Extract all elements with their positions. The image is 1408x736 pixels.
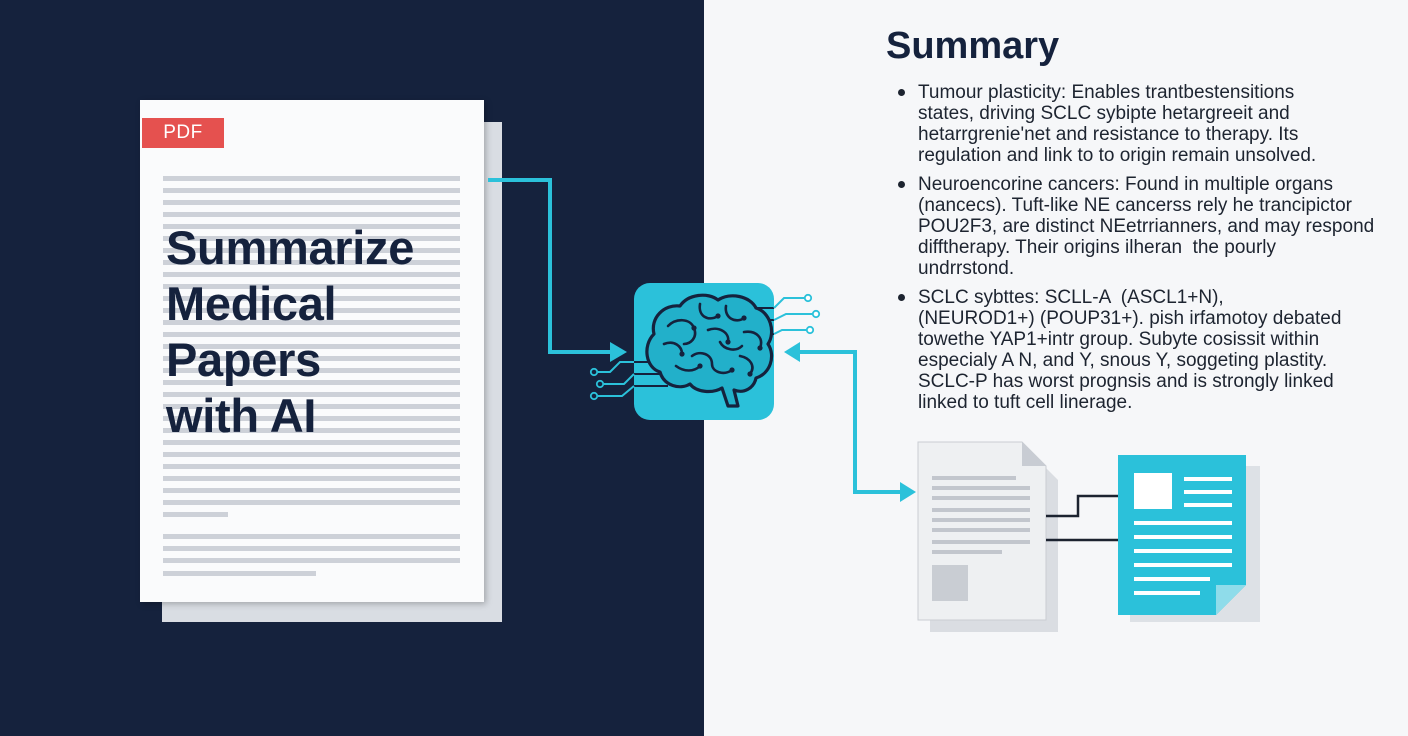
doc-text-line: [932, 508, 1030, 512]
input-arrowhead-icon: [610, 342, 627, 362]
bullet-line: Neuroencorine cancers: Found in multiple organs: [918, 174, 1334, 195]
doc-text-line: [932, 476, 1016, 480]
bullet-line: states, driving SCLC sybipte hetargreeit and: [918, 103, 1290, 124]
brain-node: [747, 371, 752, 376]
list-item: [898, 82, 1374, 166]
doc-text-line: [932, 496, 1030, 500]
doc-text-line: [1134, 577, 1210, 581]
brain-node: [715, 313, 720, 318]
doc-text-line: [932, 540, 1030, 544]
bullet-line: linked to tuft cell linerage.: [918, 392, 1133, 413]
bullet-dot-icon: [898, 181, 905, 188]
bullet-line: (nancecs). Tuft-like NE cancerss rely he trancipictor: [918, 195, 1352, 216]
output-arrow-line: [798, 352, 902, 492]
bullet-dot-icon: [898, 294, 905, 301]
doc-text-line: [1134, 535, 1232, 539]
circuit-node: [591, 369, 597, 375]
doc-text-line: [932, 550, 1002, 554]
summary-bullets: [898, 82, 1374, 421]
bullet-line: hetarrgrenie'net and resistance to therapy. Its: [918, 124, 1299, 145]
circuit-node: [805, 295, 811, 301]
circuit-trace: [774, 298, 804, 308]
circuit-node: [807, 327, 813, 333]
doc-text-line: [1134, 563, 1232, 567]
doc-text-line: [1134, 521, 1232, 525]
doc-text-line: [932, 528, 1030, 532]
title-line: Medical: [166, 277, 337, 330]
brain-node: [757, 345, 762, 350]
document-icon: [918, 442, 1058, 632]
pdf-badge: PDF: [142, 118, 224, 148]
summary-document-icon: [1118, 455, 1260, 622]
circuit-trace: [774, 330, 806, 334]
circuit-trace: [604, 374, 634, 384]
bullet-line: especialy A N, and Y, snous Y, soggeting plastity.: [918, 350, 1328, 371]
bullet-line: POU2F3, are distinct NEetrrianners, and may respond: [918, 216, 1375, 237]
bullet-line: regulation and link to to origin remain unsolved.: [918, 145, 1317, 166]
bullet-line: towethe YAP1+intr group. Subyte cosissit within: [918, 329, 1320, 350]
list-item: [898, 174, 1374, 279]
input-arrow-line: [488, 180, 612, 352]
title-line: with AI: [166, 389, 317, 442]
doc-text-line: [932, 486, 1030, 490]
bullet-dot-icon: [898, 89, 905, 96]
output-arrowhead-icon: [900, 482, 916, 502]
doc-text-line: [1184, 490, 1232, 494]
circuit-trace: [598, 386, 634, 396]
doc-text-line: [1184, 477, 1232, 481]
brain-node: [729, 367, 734, 372]
summary-document-image: [1134, 473, 1172, 509]
doc-text-line: [1134, 591, 1200, 595]
circuit-node: [591, 393, 597, 399]
bullet-line: SCLC sybttes: SCLL-A (ASCL1+N),: [918, 287, 1224, 308]
document-image-placeholder: [932, 565, 968, 601]
bullet-line: (NEUROD1+) (POUP31+). pish irfamotoy debated: [918, 308, 1342, 329]
brain-node: [697, 363, 702, 368]
title-line: Summarize: [166, 221, 415, 274]
doc-text-line: [1134, 549, 1232, 553]
brain-node: [691, 325, 696, 330]
circuit-trace: [774, 314, 812, 320]
circuit-trace: [598, 362, 634, 372]
list-item: [898, 287, 1374, 413]
brain-node: [725, 339, 730, 344]
circuit-node: [597, 381, 603, 387]
doc-text-line: [1184, 503, 1232, 507]
bullet-line: difftherapy. Their origins ilheran the pourly: [918, 237, 1277, 258]
doc-text-line: [932, 518, 1030, 522]
bullet-line: Tumour plasticity: Enables trantbestensitions: [918, 82, 1295, 103]
bullet-line: undrrstond.: [918, 258, 1015, 279]
brain-node: [679, 351, 684, 356]
return-arrowhead-icon: [784, 342, 800, 362]
circuit-node: [813, 311, 819, 317]
brain-node: [741, 315, 746, 320]
summary-heading: Summary: [886, 25, 1060, 67]
title-line: Papers: [166, 333, 321, 386]
bullet-line: SCLC-P has worst prognsis and is strongly linked: [918, 371, 1334, 392]
